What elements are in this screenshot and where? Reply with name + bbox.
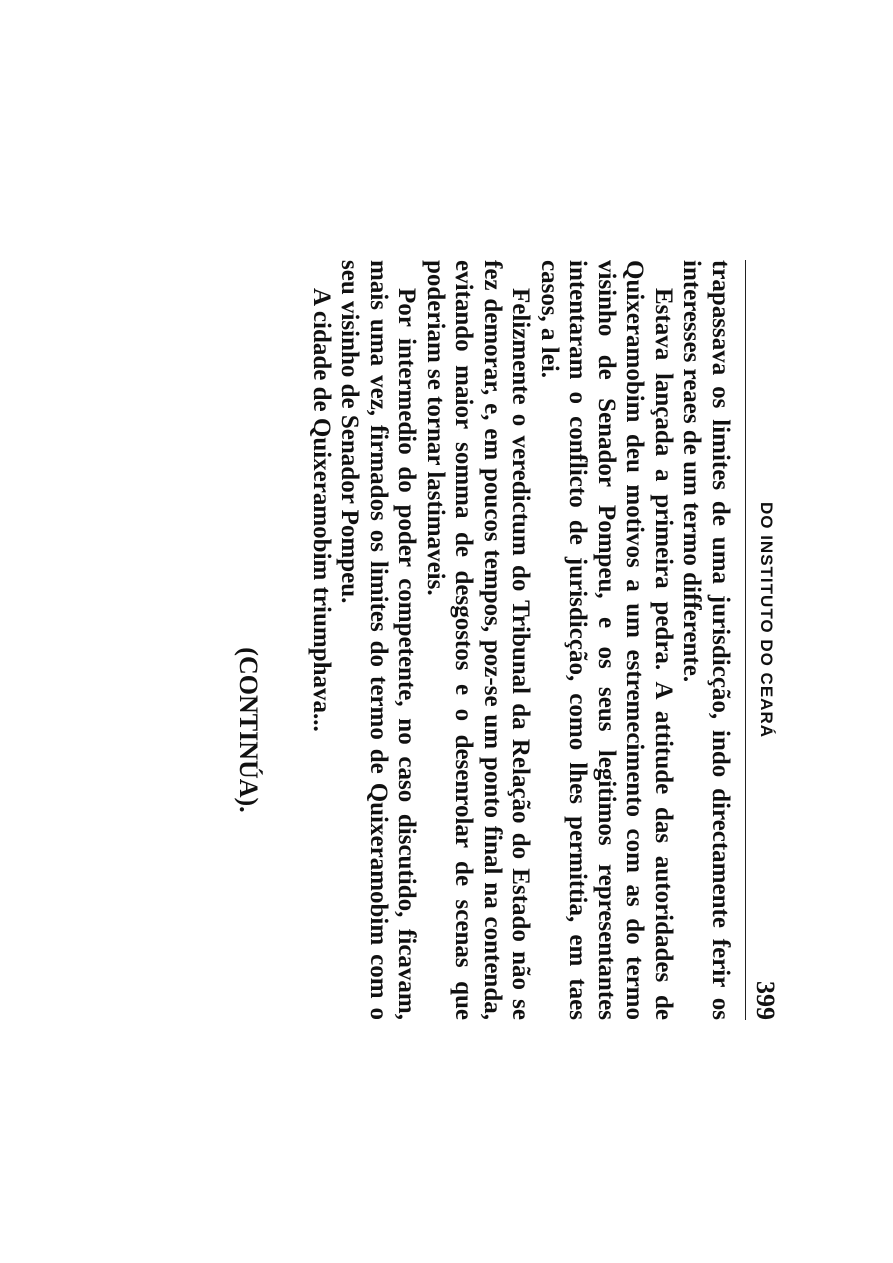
running-header-title: DO INSTITUTO DO CEARÁ <box>757 501 776 739</box>
paragraph-5: A cidade de Quixeramobim triumphava... <box>308 288 335 732</box>
paragraph-1: trapassava os limites de uma jurisdicção, indo directamente ferir os interesses reaes de um termo differente. <box>678 260 734 1020</box>
continua-note: (CONTINÚA). <box>234 647 264 813</box>
rotated-printed-page <box>200 260 780 1040</box>
running-header <box>745 260 780 1020</box>
page-number: 399 <box>751 981 780 1020</box>
body-text <box>234 260 734 1020</box>
paragraph-4: Por intermedio do poder competente, no caso discutido, ficavam, mais uma vez, firmados os limites do termo de Quixeramobim com o seu visinho de Senador Pompeu. <box>336 260 421 1020</box>
paragraph-3: Felizmente o veredictum do Tribunal da Relação do Estado não se fez demorar, e, em poucos tempos, poz-se um ponto final na contenda, evitando maior somma de desgostos e o desenrolar de scenas que poderiam se tornar lastimaveis. <box>422 260 535 1020</box>
paragraph-2: Estava lançada a primeira pedra. A attitude das autoridades de Quixeramobim deu motivos a um estremecimento com as do termo visinho de Senador Pompeu, e os seus legitimos representantes intentaram o conflicto de jurisdicção, como lhes permittia, em taes casos, a lei. <box>536 260 677 1020</box>
